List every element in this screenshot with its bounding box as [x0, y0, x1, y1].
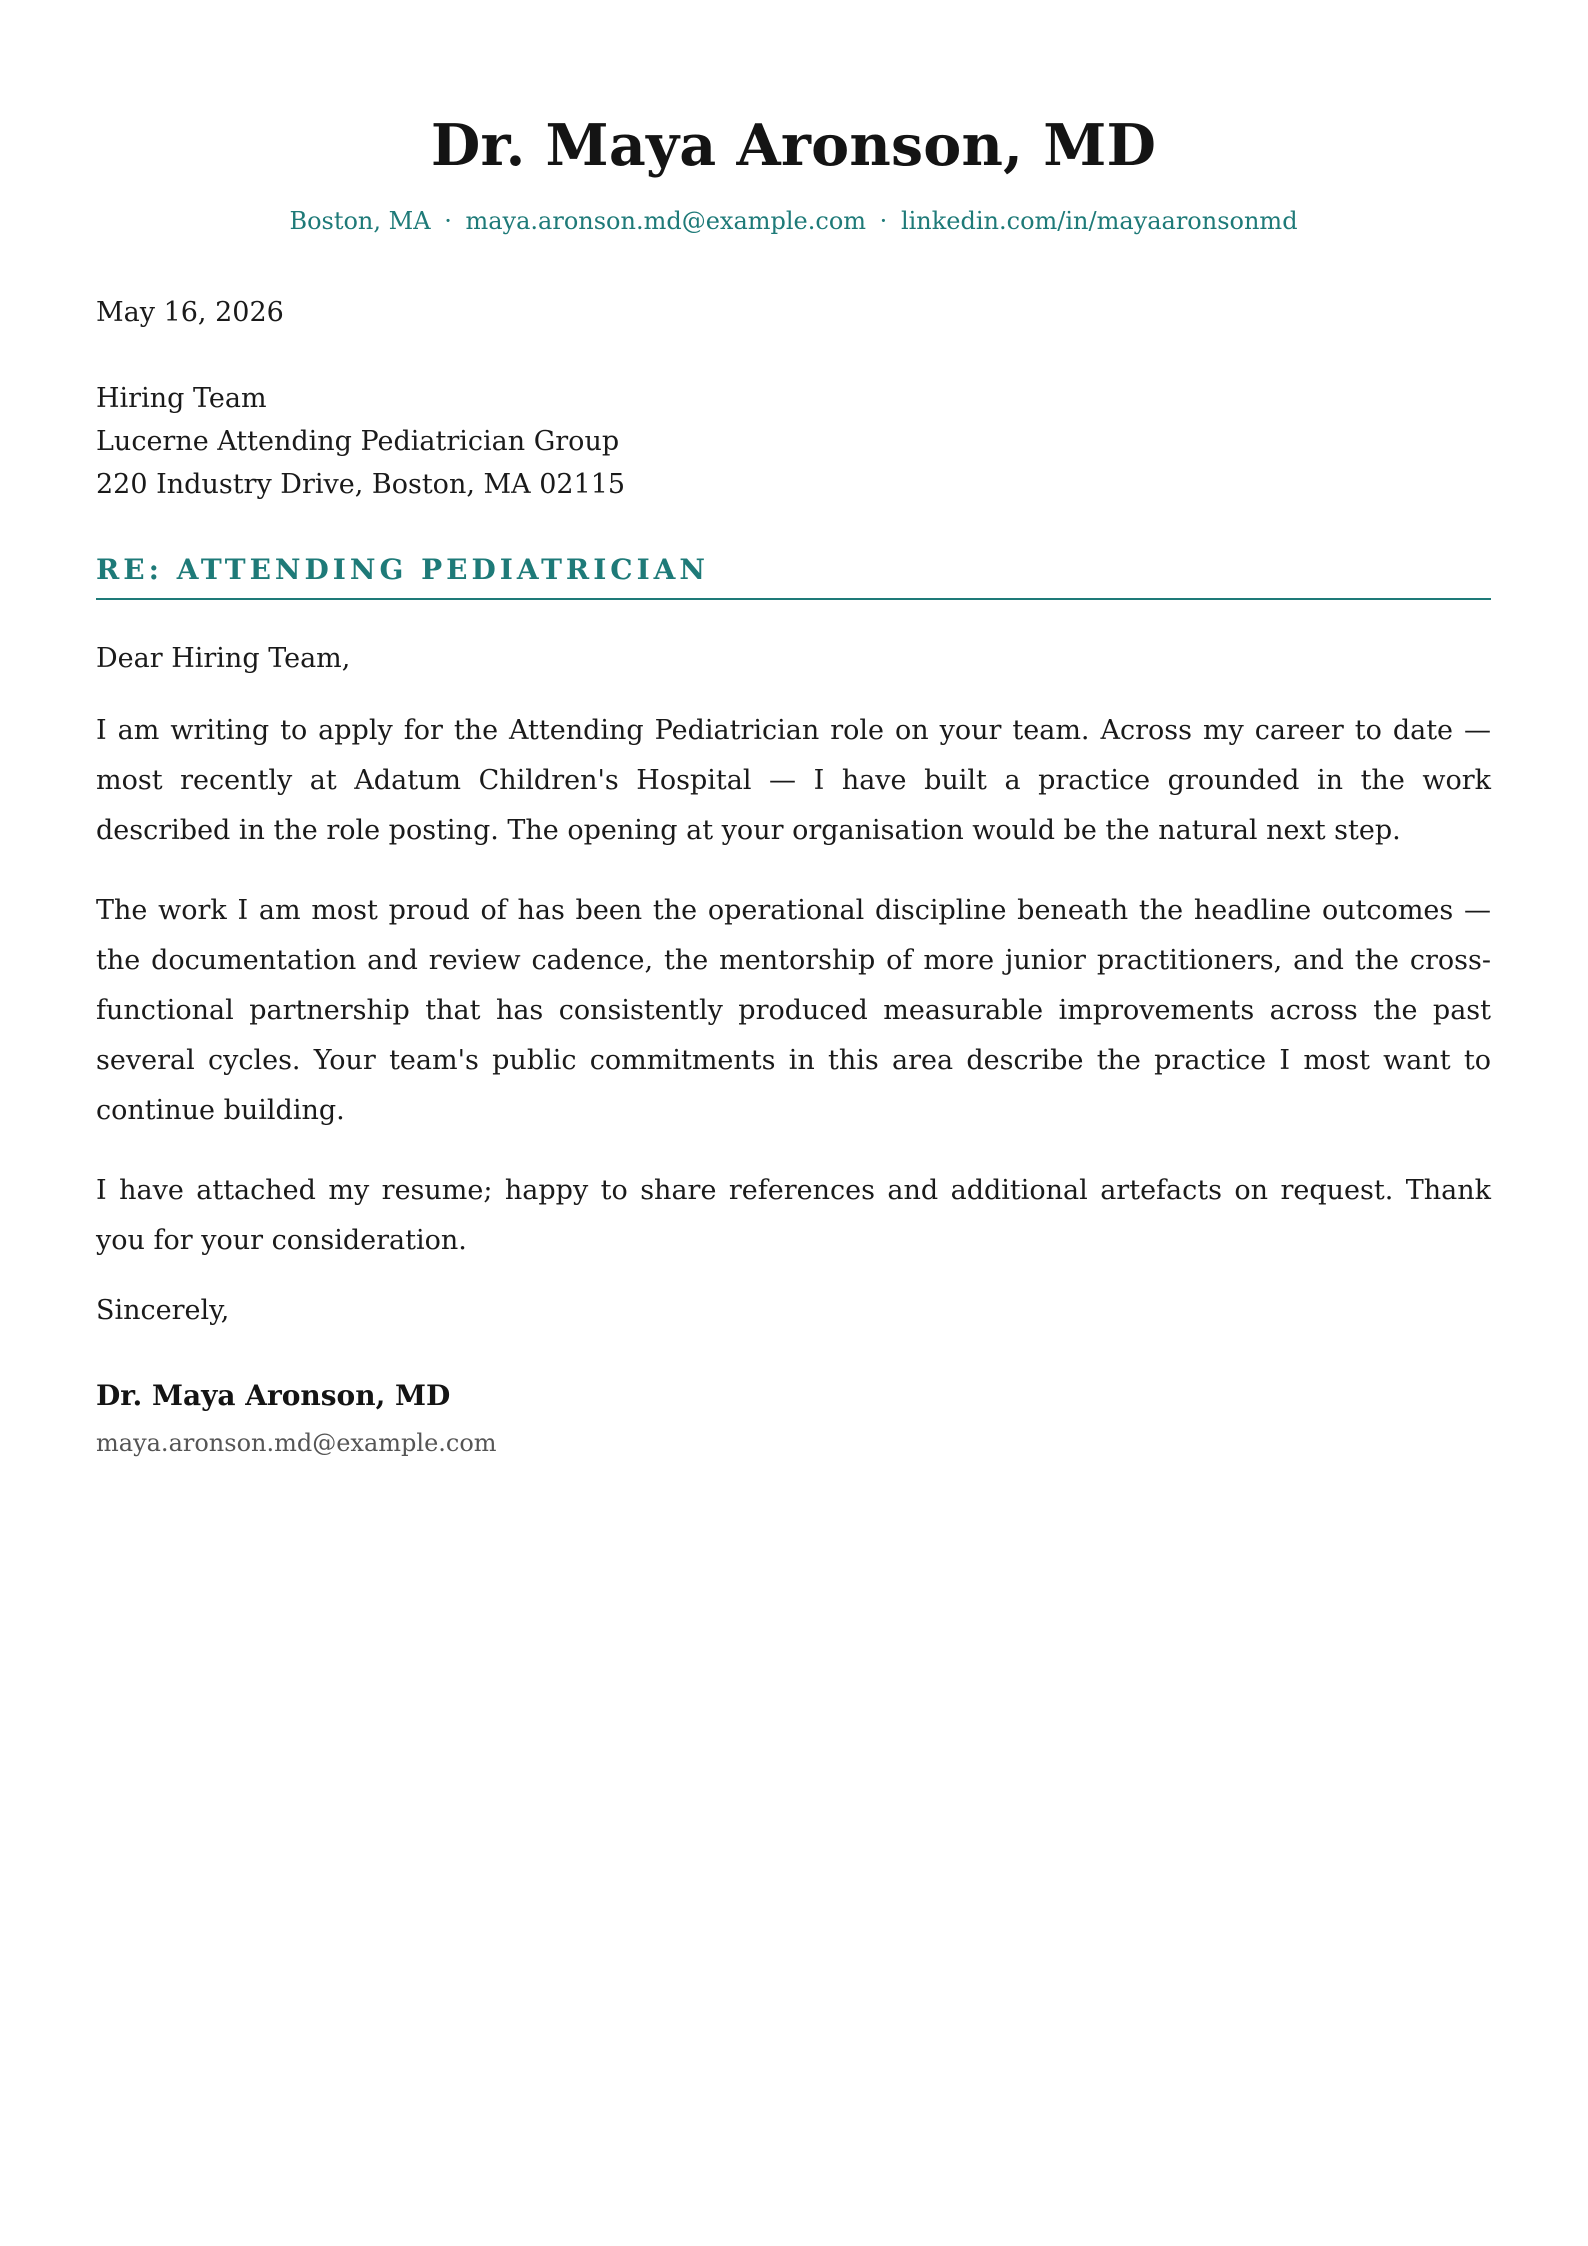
- contact-separator: ·: [879, 207, 888, 235]
- recipient-address: 220 Industry Drive, Boston, MA 02115: [96, 469, 626, 500]
- closing: Sincerely,: [96, 1295, 230, 1326]
- signature-email[interactable]: maya.aronson.md@example.com: [96, 1429, 497, 1457]
- body-paragraph-1: I am writing to apply for the Attending Pediatrician role on your team. Across my career to date — most recently at Adatum Children's Hospital — I have built a practice grounded in the work described in the role posting. The opening at your organisation would be the natural next step.: [96, 715, 1491, 846]
- recipient-block: [96, 377, 1491, 506]
- recipient-organization: Lucerne Attending Pediatrician Group: [96, 426, 620, 457]
- contact-line: [96, 206, 1491, 236]
- salutation: Dear Hiring Team,: [96, 643, 351, 674]
- body-paragraph-3: I have attached my resume; happy to share references and additional artefacts on request. Thank you for your consideration.: [96, 1175, 1491, 1256]
- contact-separator: ·: [444, 207, 452, 235]
- contact-location: Boston, MA: [289, 207, 431, 235]
- signature-name: Dr. Maya Aronson, MD: [96, 1379, 451, 1412]
- cover-letter-page: [96, 0, 1491, 1458]
- contact-linkedin[interactable]: linkedin.com/in/mayaaronsonmd: [900, 207, 1298, 235]
- letter-date: May 16, 2026: [96, 297, 284, 328]
- body-paragraph-2: The work I am most proud of has been the operational discipline beneath the headline outcomes — the documentation and review cadence, the mentorship of more junior practitioners, and the cross-functional partnership that has consistently produced measurable improvements across the past several cycles. Your team's public commitments in this area describe the practice I most want to continue building.: [96, 895, 1491, 1126]
- applicant-name: Dr. Maya Aronson, MD: [430, 112, 1157, 179]
- recipient-name: Hiring Team: [96, 383, 267, 414]
- contact-email[interactable]: maya.aronson.md@example.com: [465, 207, 867, 235]
- subject-heading: RE: ATTENDING PEDIATRICIAN: [96, 552, 1491, 600]
